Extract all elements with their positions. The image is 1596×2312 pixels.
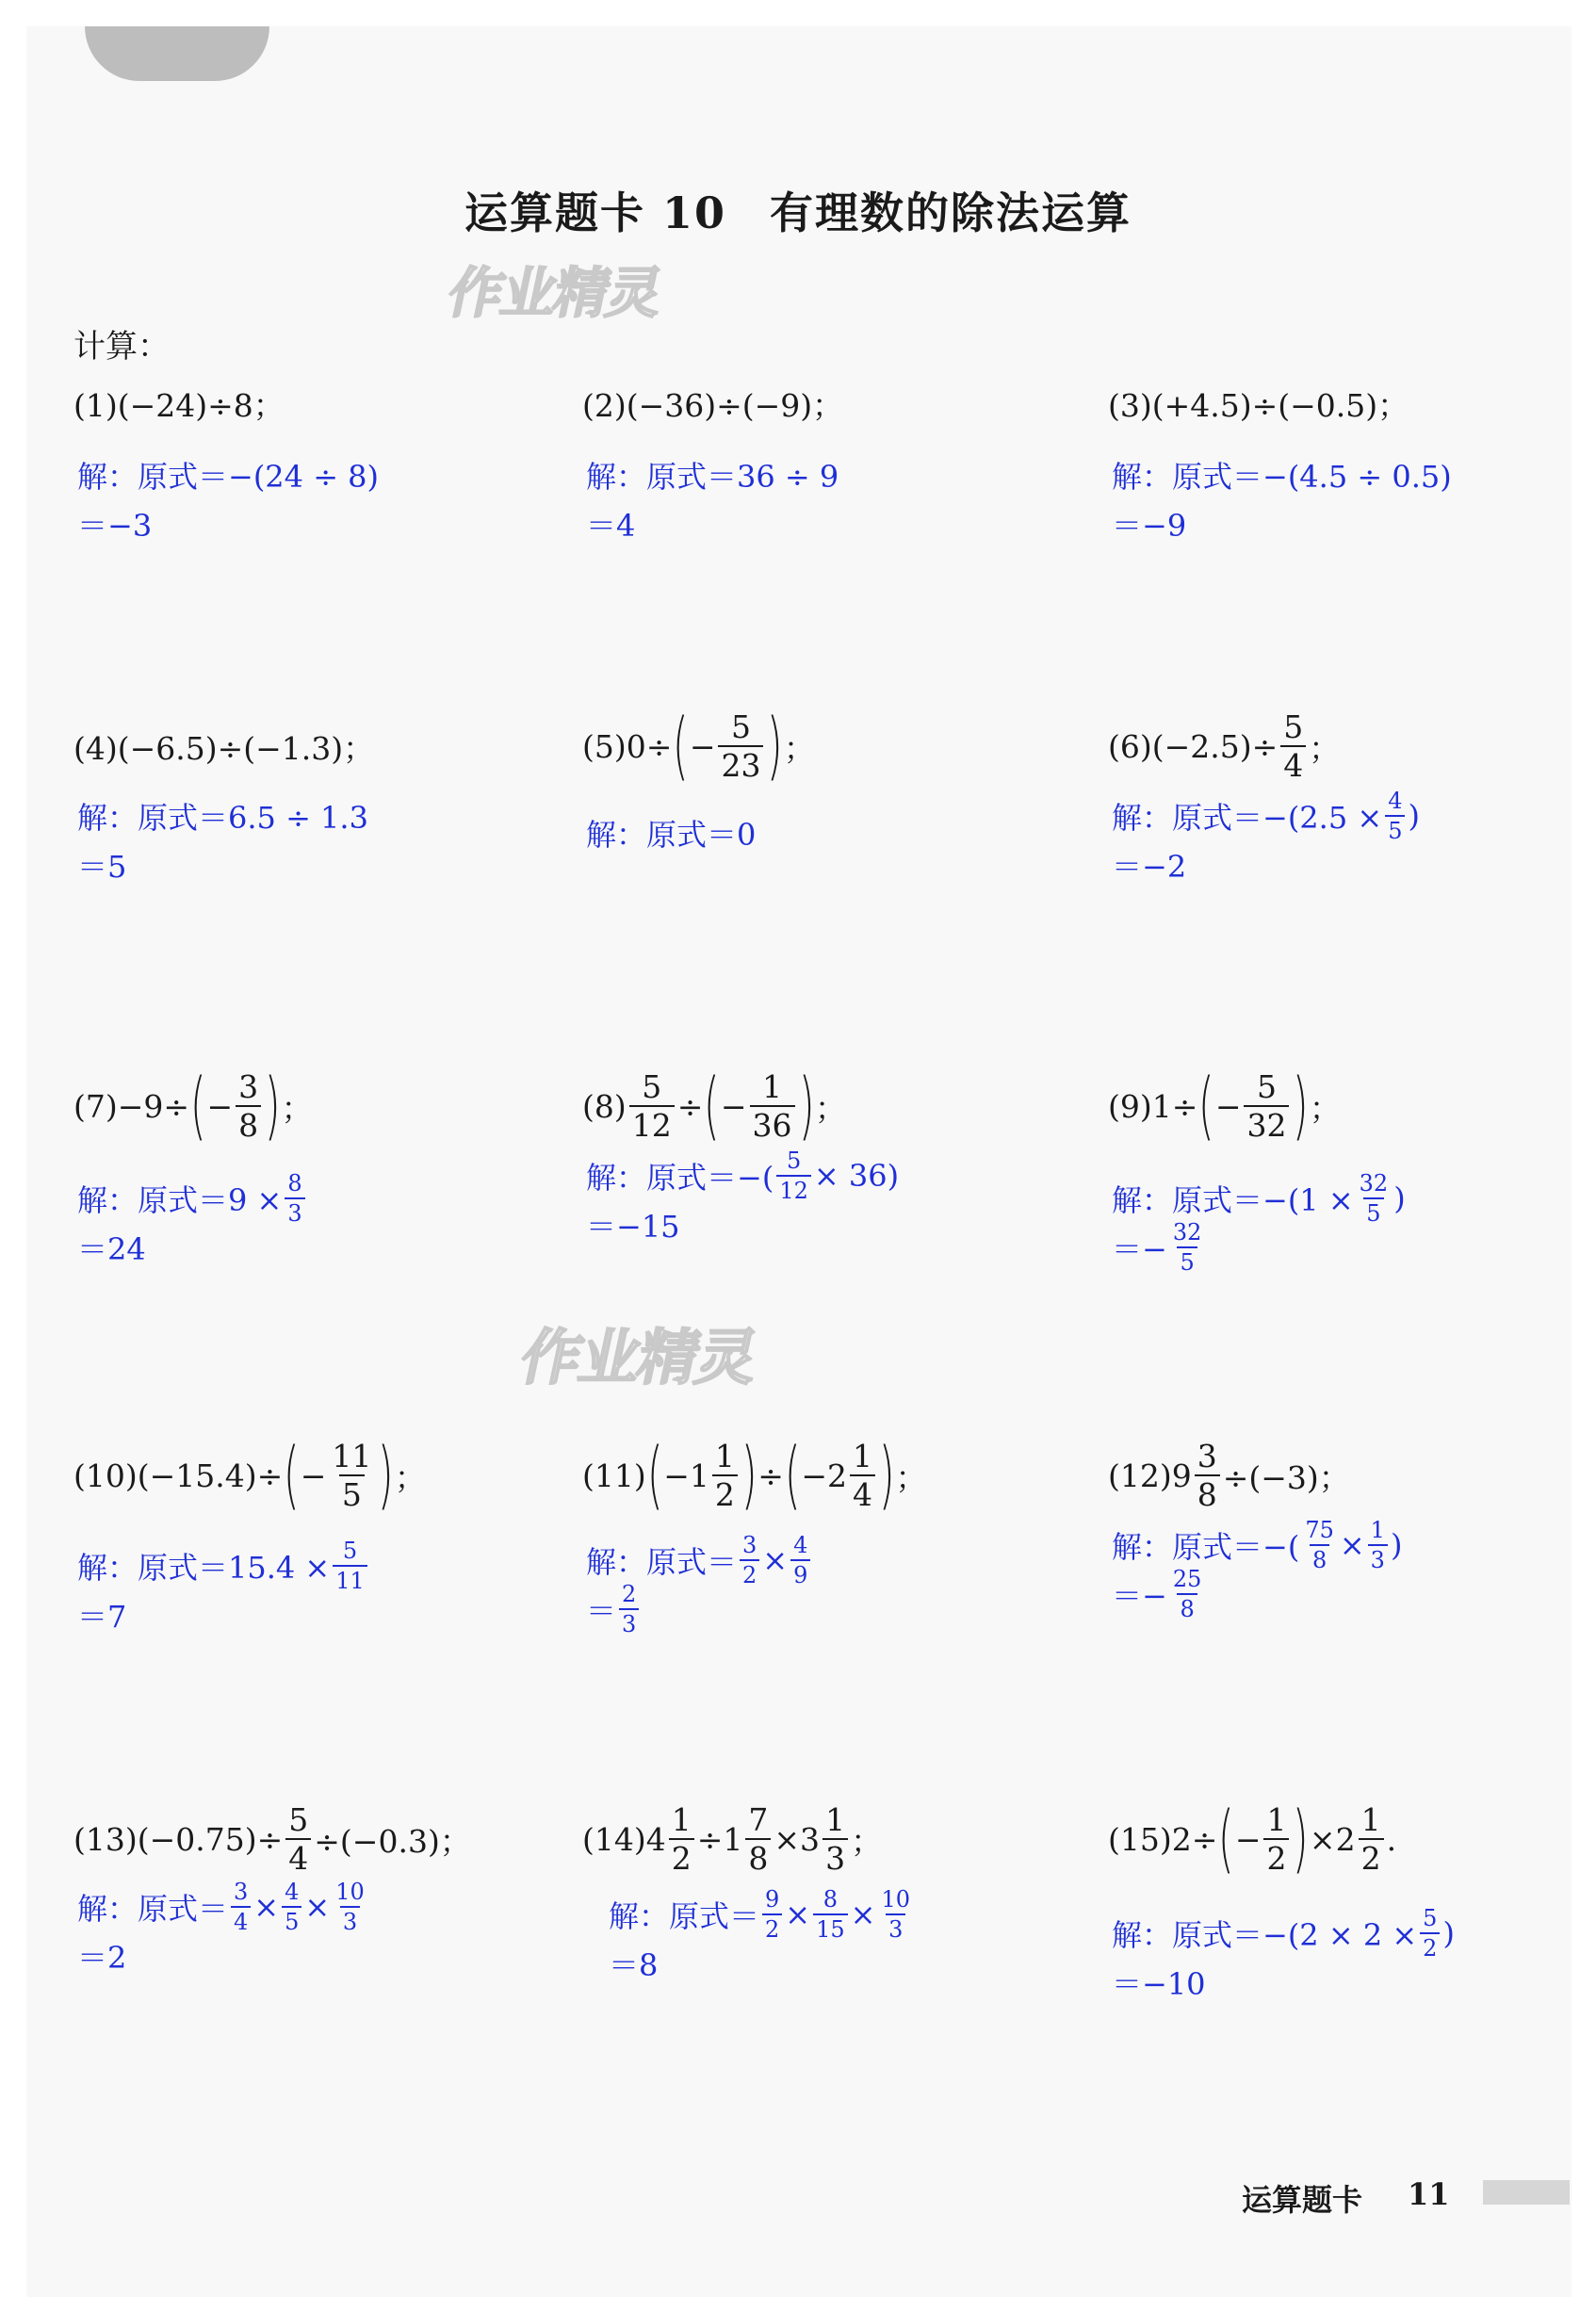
problem-text: ；: [783, 729, 815, 767]
right-paren: ): [378, 1433, 394, 1518]
denominator: 3: [1368, 1544, 1388, 1571]
problem-text: (2)(−36)÷(−9)；: [582, 386, 844, 424]
problem-text: ×2: [1309, 1820, 1356, 1858]
solution-text: 解：原式＝9 ×: [77, 1182, 283, 1218]
solution-3: [1112, 450, 1452, 548]
problem-7: [73, 1061, 313, 1151]
solution-15: [1112, 1905, 1455, 2007]
fraction: [629, 1068, 675, 1144]
solution-line: [1112, 1905, 1455, 1962]
problem-text: (1)(−24)÷8；: [73, 386, 285, 424]
denominator: 4: [231, 1906, 251, 1933]
numerator: 4: [1388, 788, 1403, 814]
solution-line: 解：原式＝0: [586, 817, 757, 853]
minus-sign: −: [206, 1087, 234, 1125]
problem-text: (11): [582, 1457, 646, 1494]
times-sign: ×: [762, 1542, 789, 1578]
right-paren: ): [878, 1433, 895, 1518]
denominator: 3: [285, 1197, 304, 1225]
problem-text: ；: [1309, 1089, 1341, 1127]
problem-text: (4)(−6.5)÷(−1.3)；: [73, 729, 375, 767]
fraction: [712, 1438, 738, 1513]
numerator: 4: [793, 1532, 808, 1558]
mixed-whole: −1: [663, 1457, 709, 1494]
numerator: 5: [786, 1148, 802, 1174]
fraction: [1302, 1519, 1337, 1571]
times-sign: ×: [304, 1889, 331, 1925]
fraction: [669, 1801, 694, 1877]
solution-line: [609, 1886, 916, 1943]
solution-text: 解：原式＝−(: [586, 1160, 774, 1196]
numerator: 1: [1266, 1801, 1287, 1838]
denominator: 36: [750, 1105, 795, 1141]
fraction: [822, 1801, 848, 1877]
fraction: [745, 1801, 771, 1877]
footer-label: 运算题卡: [1242, 2182, 1363, 2218]
left-paren: (: [1198, 1064, 1214, 1148]
solution-7: [77, 1170, 308, 1272]
problem-text: (10)(−15.4)÷: [73, 1457, 284, 1494]
solution-line: [1112, 788, 1420, 844]
denominator: 4: [285, 1838, 311, 1874]
numerator: 3: [238, 1068, 259, 1105]
title-topic: 有理数的除法运算: [770, 187, 1132, 238]
problem-text: (15)2÷: [1108, 1820, 1218, 1858]
denominator: 3: [619, 1608, 639, 1636]
denominator: 8: [1177, 1593, 1197, 1620]
solution-line: ＝24: [77, 1231, 146, 1267]
numerator: 1: [825, 1801, 846, 1838]
problem-5: [582, 701, 815, 791]
watermark: 作业精灵: [513, 1324, 763, 1393]
numerator: 5: [288, 1801, 309, 1838]
denominator: 2: [1359, 1838, 1384, 1874]
solution-line: 解：原式＝−(24 ÷ 8): [77, 459, 380, 495]
problem-3: [1108, 358, 1409, 448]
numerator: 1: [714, 1438, 735, 1474]
title-card-number: 运算题卡 10: [464, 187, 726, 238]
fraction: [718, 708, 763, 784]
solution-6: [1112, 788, 1420, 889]
solution-line: ＝−15: [586, 1209, 680, 1245]
fraction: [1170, 1568, 1205, 1620]
times-sign: ×: [850, 1897, 876, 1932]
numerator: 1: [1370, 1517, 1385, 1543]
solution-14: [609, 1886, 916, 1988]
denominator: 23: [718, 745, 763, 781]
solution-text: 解：原式＝15.4 ×: [77, 1550, 331, 1586]
solution-11: [586, 1532, 813, 1637]
problem-13: [73, 1794, 471, 1884]
numerator: 1: [1360, 1801, 1381, 1838]
fraction: [1359, 1801, 1384, 1877]
numerator: 1: [671, 1801, 692, 1838]
denominator: 8: [1195, 1474, 1220, 1510]
fraction: [231, 1881, 251, 1933]
solution-9: [1112, 1170, 1406, 1276]
problem-4: [73, 701, 374, 791]
denominator: 3: [886, 1913, 905, 1941]
numerator: 3: [234, 1879, 249, 1905]
solution-text: ＝: [586, 1593, 617, 1629]
problem-1: [73, 358, 285, 448]
solution-line: ＝4: [586, 508, 636, 544]
fraction: [333, 1881, 367, 1933]
solution-text: 解：原式＝−(: [1112, 1529, 1300, 1565]
right-paren: ): [264, 1064, 281, 1148]
problem-11: [582, 1430, 926, 1521]
fraction: [619, 1583, 639, 1636]
problem-text: ；: [851, 1822, 883, 1860]
solution-text: 解：原式＝: [586, 1544, 738, 1580]
left-paren: (: [704, 1064, 720, 1148]
denominator: 32: [1244, 1105, 1289, 1141]
solution-line: ＝−9: [1112, 508, 1187, 544]
problem-text: ；: [394, 1458, 426, 1496]
solution-line: ＝−2: [1112, 849, 1187, 885]
solution-line: [1112, 1566, 1402, 1622]
fraction: [236, 1068, 261, 1144]
numerator: 8: [822, 1886, 839, 1913]
problem-text: ；: [895, 1458, 927, 1496]
denominator: 8: [745, 1838, 771, 1874]
solution-text: 解：原式＝−(1 ×: [1112, 1182, 1354, 1218]
problem-8: [582, 1061, 846, 1151]
problem-text: (6)(−2.5)÷: [1108, 727, 1278, 765]
fraction: [282, 1881, 301, 1933]
solution-line: [77, 1538, 370, 1594]
numerator: 7: [748, 1801, 769, 1838]
solution-text: ): [1442, 1915, 1455, 1951]
solution-line: [1112, 1219, 1406, 1276]
numerator: 3: [742, 1532, 757, 1558]
problem-text: ；: [1309, 729, 1341, 767]
times-sign: ×: [785, 1897, 811, 1932]
fraction: [813, 1888, 848, 1941]
numerator: 5: [1283, 708, 1304, 745]
numerator: 4: [285, 1879, 300, 1905]
fraction: [285, 1801, 311, 1877]
right-paren: ): [1293, 1064, 1310, 1148]
solution-text: ): [1393, 1180, 1406, 1216]
numerator: 1: [762, 1068, 782, 1105]
solution-13: [77, 1879, 370, 1980]
denominator: 4: [1280, 745, 1306, 781]
denominator: 2: [762, 1913, 782, 1941]
solution-line: [77, 1879, 370, 1935]
right-paren: ): [767, 704, 784, 789]
numerator: 25: [1172, 1566, 1202, 1592]
problem-text: (3)(+4.5)÷(−0.5)；: [1108, 386, 1409, 424]
solution-line: ＝2: [77, 1940, 127, 1976]
solution-text: × 36): [813, 1158, 900, 1194]
fraction: [740, 1534, 759, 1587]
solution-line: [1112, 1517, 1403, 1573]
solution-line: [586, 1148, 900, 1204]
problem-text: ÷(−0.3)；: [314, 1822, 471, 1860]
fraction: [1420, 1907, 1440, 1960]
problem-12: [1108, 1430, 1350, 1521]
problem-9: [1108, 1061, 1341, 1151]
solution-2: [586, 450, 839, 548]
mixed-whole: −2: [801, 1457, 848, 1494]
fraction: [1357, 1172, 1392, 1225]
numerator: 5: [1423, 1905, 1438, 1931]
solution-text: ＝−: [1112, 1231, 1167, 1267]
right-paren: ): [798, 1064, 815, 1148]
numerator: 5: [1256, 1068, 1277, 1105]
solution-1: [77, 450, 379, 548]
solution-line: ＝−3: [77, 508, 153, 544]
numerator: 75: [1305, 1517, 1334, 1543]
right-paren: ): [741, 1433, 757, 1518]
minus-sign: −: [1234, 1820, 1262, 1858]
fraction: [1263, 1801, 1289, 1877]
problem-text: (7)−9÷: [73, 1087, 190, 1125]
solution-8: [586, 1148, 900, 1249]
problem-text: ×3: [774, 1820, 821, 1858]
fraction: [1170, 1221, 1205, 1274]
solution-line: [77, 1170, 308, 1227]
solution-line: 解：原式＝6.5 ÷ 1.3: [77, 800, 368, 836]
left-paren: (: [673, 704, 689, 789]
problem-text: .: [1386, 1820, 1397, 1858]
fraction: [1244, 1068, 1289, 1144]
denominator: 11: [333, 1565, 367, 1592]
problem-14: [582, 1794, 882, 1884]
fraction: [1368, 1519, 1388, 1571]
solution-text: 解：原式＝: [609, 1898, 760, 1934]
solution-line: ＝8: [609, 1947, 659, 1983]
denominator: 5: [339, 1474, 365, 1510]
fraction: [776, 1149, 811, 1202]
division-sign: ÷: [757, 1457, 784, 1494]
solution-12: [1112, 1517, 1403, 1622]
fraction: [1195, 1438, 1220, 1513]
numerator: 32: [1359, 1170, 1389, 1197]
denominator: 5: [1385, 815, 1405, 842]
fraction: [1280, 708, 1306, 784]
page-number: 11: [1408, 2176, 1450, 2212]
solution-text: ): [1390, 1527, 1403, 1563]
denominator: 2: [740, 1559, 759, 1587]
numerator: 11: [332, 1438, 372, 1474]
solution-text: 解：原式＝−(2.5 ×: [1112, 800, 1383, 836]
denominator: 3: [340, 1906, 360, 1933]
solution-line: ＝7: [77, 1599, 127, 1635]
problem-text: (9)1÷: [1108, 1087, 1198, 1125]
left-paren: (: [646, 1433, 663, 1518]
fraction: [329, 1438, 374, 1513]
left-paren: (: [284, 1433, 300, 1518]
denominator: 12: [776, 1175, 811, 1202]
instruction-label: 计算：: [73, 328, 170, 366]
numerator: 2: [622, 1581, 637, 1607]
solution-text: ): [1408, 798, 1420, 834]
footer-bar: [1483, 2180, 1570, 2205]
denominator: 5: [1177, 1246, 1197, 1274]
denominator: 2: [1263, 1838, 1289, 1874]
problem-6: [1108, 701, 1340, 791]
problem-text: ÷1: [696, 1820, 743, 1858]
denominator: 15: [813, 1913, 848, 1941]
problem-text: ÷(−3)；: [1222, 1458, 1350, 1496]
denominator: 5: [1363, 1197, 1383, 1225]
numerator: 9: [765, 1886, 780, 1913]
right-paren: ): [1293, 1797, 1310, 1881]
solution-text: ＝−: [1112, 1578, 1167, 1614]
solution-line: 解：原式＝−(4.5 ÷ 0.5): [1112, 459, 1452, 495]
solution-line: [586, 1532, 813, 1588]
problem-text: (12)9: [1108, 1457, 1192, 1494]
numerator: 5: [342, 1538, 358, 1564]
minus-sign: −: [720, 1087, 747, 1125]
denominator: 8: [1310, 1544, 1329, 1571]
numerator: 10: [881, 1886, 911, 1913]
numerator: 1: [853, 1438, 873, 1474]
denominator: 3: [822, 1838, 848, 1874]
problem-2: [582, 358, 843, 448]
minus-sign: −: [689, 727, 716, 765]
numerator: 5: [730, 708, 751, 745]
solution-10: [77, 1538, 370, 1639]
left-paren: (: [784, 1433, 801, 1518]
minus-sign: −: [1214, 1087, 1242, 1125]
denominator: 8: [236, 1105, 261, 1141]
problem-10: [73, 1430, 426, 1521]
problem-text: ；: [814, 1089, 846, 1127]
solution-text: 解：原式＝: [77, 1891, 229, 1927]
denominator: 2: [1420, 1932, 1440, 1960]
solution-line: ＝−10: [1112, 1966, 1206, 2002]
fraction: [750, 1068, 795, 1144]
fraction: [1385, 790, 1405, 842]
watermark: 作业精灵: [442, 261, 668, 325]
fraction: [878, 1888, 913, 1941]
solution-line: ＝5: [77, 849, 127, 885]
numerator: 5: [642, 1068, 662, 1105]
denominator: 2: [669, 1838, 694, 1874]
times-sign: ×: [253, 1889, 280, 1925]
denominator: 12: [629, 1105, 675, 1141]
solution-line: 解：原式＝36 ÷ 9: [586, 459, 839, 495]
problem-text: (13)(−0.75)÷: [73, 1820, 284, 1858]
division-sign: ÷: [676, 1087, 704, 1125]
denominator: 2: [712, 1474, 738, 1510]
numerator: 3: [1197, 1438, 1217, 1474]
corner-decoration: [85, 26, 269, 81]
left-paren: (: [1218, 1797, 1234, 1881]
numerator: 8: [287, 1170, 302, 1197]
fraction: [285, 1172, 304, 1225]
problem-text: (14)4: [582, 1820, 666, 1858]
numerator: 10: [335, 1879, 365, 1905]
problem-text: (5)0÷: [582, 727, 673, 765]
fraction: [333, 1539, 367, 1592]
denominator: 9: [790, 1559, 810, 1587]
times-sign: ×: [1339, 1527, 1365, 1563]
fraction: [790, 1534, 810, 1587]
numerator: 32: [1172, 1219, 1202, 1246]
solution-4: [77, 791, 368, 889]
fraction: [850, 1438, 875, 1513]
solution-line: [1112, 1170, 1406, 1227]
left-paren: (: [189, 1064, 206, 1148]
solution-line: [586, 1581, 813, 1637]
solution-5: [586, 808, 756, 857]
fraction: [762, 1888, 782, 1941]
problem-text: ；: [281, 1089, 313, 1127]
solution-text: 解：原式＝−(2 × 2 ×: [1112, 1917, 1418, 1953]
denominator: 5: [282, 1906, 301, 1933]
page-title: [0, 179, 1596, 241]
denominator: 4: [850, 1474, 875, 1510]
problem-15: [1108, 1794, 1396, 1884]
problem-text: (8): [582, 1087, 627, 1125]
minus-sign: −: [300, 1457, 327, 1494]
